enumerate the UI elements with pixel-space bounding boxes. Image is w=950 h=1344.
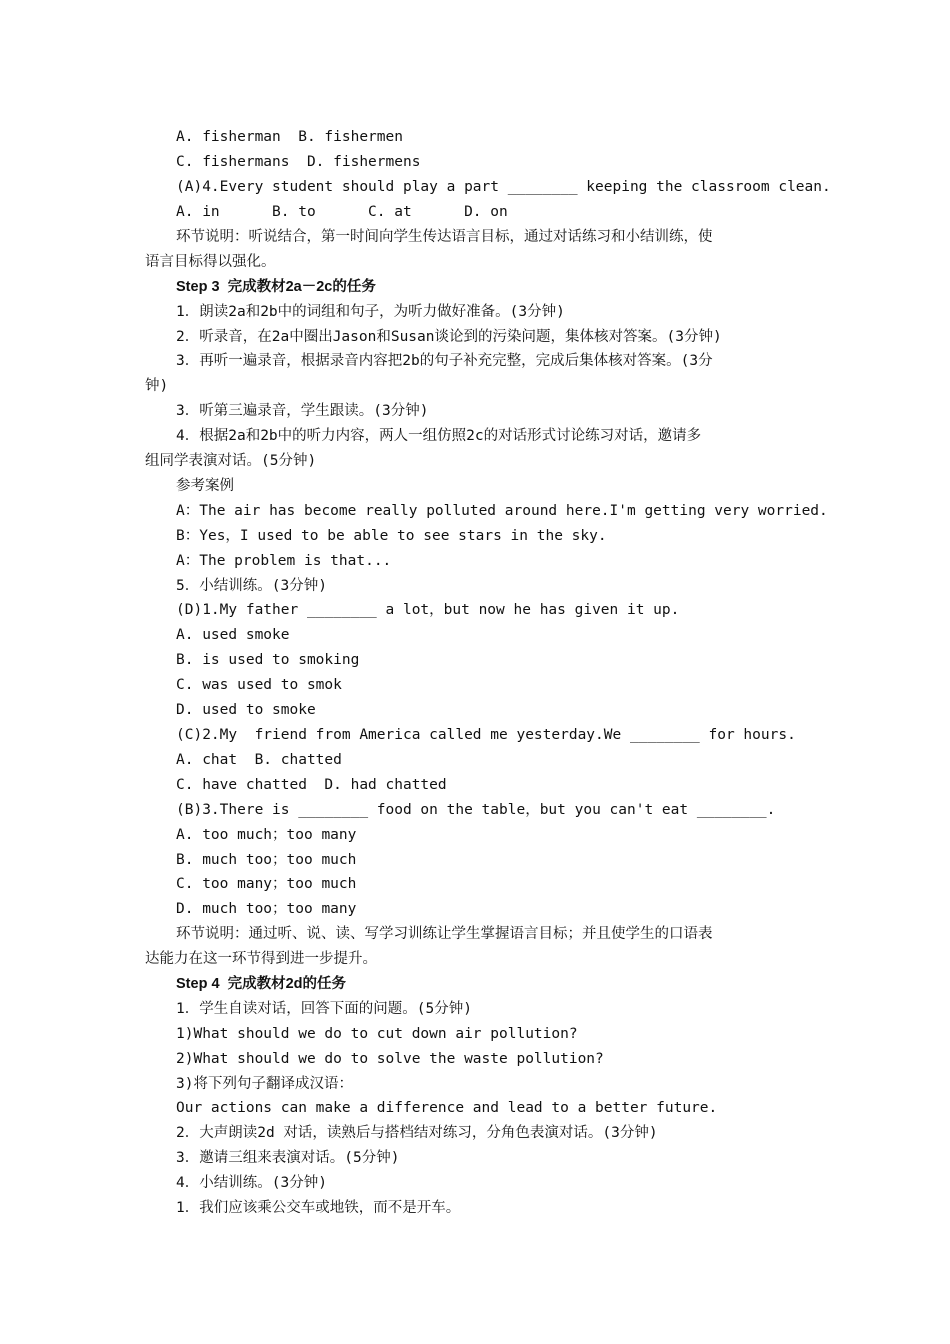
text-line: 参考案例 <box>176 478 234 494</box>
text-line: 1．学生自读对话，回答下面的问题。(5分钟) <box>176 1001 472 1017</box>
text-line: (C)2.My friend from America called me yesterday.We ________ for hours. <box>176 727 796 743</box>
text-line: C. fishermans D. fishermens <box>176 154 421 170</box>
text-line: 1．朗读2a和2b中的词组和句子，为听力做好准备。(3分钟) <box>176 304 565 320</box>
text-line: A. too much；too many <box>176 827 357 843</box>
text-line: (B)3.There is ________ food on the table，but you can't eat ________. <box>176 802 776 818</box>
text-line: 3)将下列句子翻译成汉语： <box>176 1076 353 1092</box>
text-line: 达能力在这一环节得到进一步提升。 <box>145 951 377 967</box>
text-line: C. was used to smok <box>176 677 342 693</box>
step-heading: Step 4 完成教材2d的任务 <box>176 976 346 992</box>
text-line: 5．小结训练。(3分钟) <box>176 578 327 594</box>
text-line: 3．再听一遍录音，根据录音内容把2b的句子补充完整，完成后集体核对答案。(3分 <box>176 353 713 369</box>
text-line: 4．小结训练。(3分钟) <box>176 1175 327 1191</box>
text-line: B. much too；too much <box>176 852 357 868</box>
text-line: A. used smoke <box>176 627 290 643</box>
step-heading: Step 3 完成教材2a－2c的任务 <box>176 279 376 295</box>
text-line: 3．邀请三组来表演对话。(5分钟) <box>176 1150 400 1166</box>
text-line: 2．听录音，在2a中圈出Jason和Susan谈论到的污染问题，集体核对答案。(3分钟) <box>176 329 722 345</box>
text-line: D. used to smoke <box>176 702 316 718</box>
text-line: 语言目标得以强化。 <box>145 254 276 270</box>
text-line: 2)What should we do to solve the waste pollution? <box>176 1051 604 1067</box>
text-line: (A)4.Every student should play a part ________ keeping the classroom clean. <box>176 179 831 195</box>
text-line: A. fisherman B. fishermen <box>176 129 403 145</box>
text-line: (D)1.My father ________ a lot，but now he has given it up. <box>176 602 680 618</box>
text-line: A. in B. to C. at D. on <box>176 204 508 220</box>
text-line: A：The air has become really polluted around here.I'm getting very worried. <box>176 503 828 519</box>
text-line: 钟) <box>145 378 169 394</box>
text-line: 1)What should we do to cut down air pollution? <box>176 1026 578 1042</box>
text-line: B：Yes，I used to be able to see stars in the sky. <box>176 528 607 544</box>
text-line: B. is used to smoking <box>176 652 360 668</box>
text-line: 2．大声朗读2d 对话，读熟后与搭档结对练习，分角色表演对话。(3分钟) <box>176 1125 658 1141</box>
text-line: C. too many；too much <box>176 876 357 892</box>
text-line: 1．我们应该乘公交车或地铁，而不是开车。 <box>176 1200 461 1216</box>
text-line: A. chat B. chatted <box>176 752 342 768</box>
text-line: C. have chatted D. had chatted <box>176 777 447 793</box>
text-line: 环节说明：通过听、说、读、写学习训练让学生掌握语言目标；并且使学生的口语表 <box>176 926 713 942</box>
text-line: 环节说明：听说结合，第一时间向学生传达语言目标，通过对话练习和小结训练，使 <box>176 229 713 245</box>
text-line: A：The problem is that... <box>176 553 392 569</box>
text-line: 3．听第三遍录音，学生跟读。(3分钟) <box>176 403 429 419</box>
text-line: 4．根据2a和2b中的听力内容，两人一组仿照2c的对话形式讨论练习对话，邀请多 <box>176 428 702 444</box>
text-line: Our actions can make a difference and lead to a better future. <box>176 1100 718 1116</box>
text-line: 组同学表演对话。(5分钟) <box>145 453 317 469</box>
text-line: D. much too；too many <box>176 901 357 917</box>
